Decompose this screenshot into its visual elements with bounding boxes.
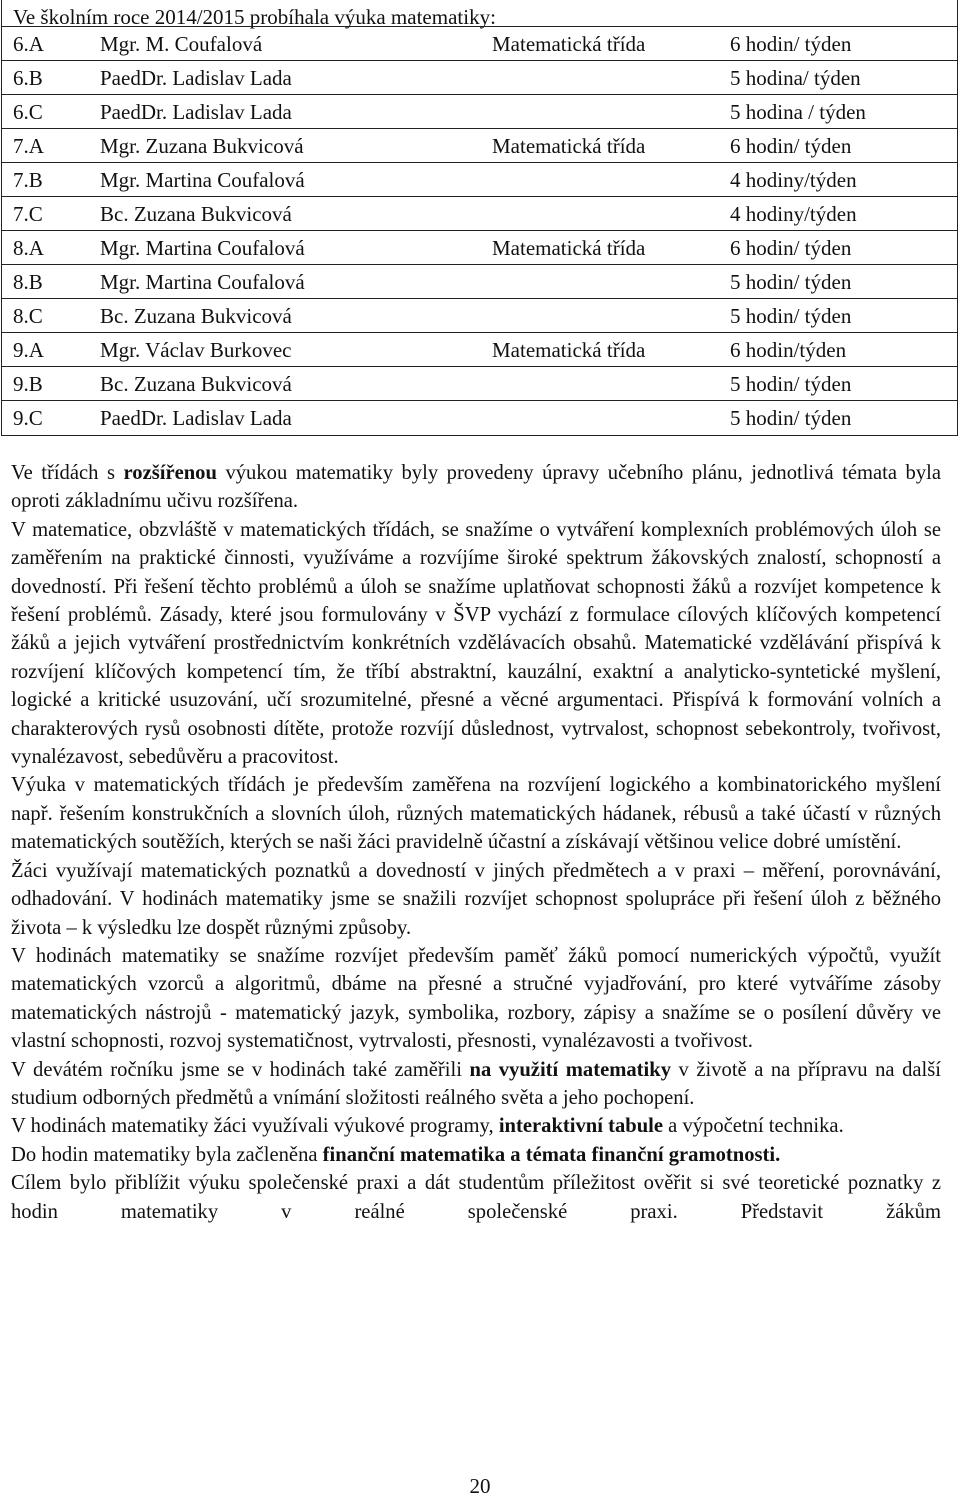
hours-cell: 5 hodin/ týden <box>730 304 852 328</box>
paragraph-text: Výuka v matematických třídách je především zaměřena na rozvíjení logického a kombinatorického myšlení např. řešením konstrukčních a slovních úloh, různých matematických hádanek, rébusů a také účastí v různých matematických soutěžích, kterých se naši žáci pravidelně účastní a získávají většinou velice dobré umístění. <box>11 774 941 854</box>
teacher-cell: PaedDr. Ladislav Lada <box>100 66 292 90</box>
paragraph-text: v životě a na přípravu na další studium odborných předmětů a vnímání složitosti reálného světa a jeho pochopení. <box>11 1058 941 1109</box>
bold-text: na využití matematiky <box>469 1058 672 1081</box>
class-cell: 7.C <box>13 202 43 226</box>
paragraph <box>11 459 941 516</box>
teacher-cell: Bc. Zuzana Bukvicová <box>100 372 292 396</box>
class-cell: 6.B <box>13 66 43 90</box>
teacher-cell: Bc. Zuzana Bukvicová <box>100 202 292 226</box>
hours-cell: 6 hodin/ týden <box>730 236 852 260</box>
table-row <box>2 332 957 366</box>
table-body <box>2 26 957 434</box>
class-cell: 8.A <box>13 236 44 260</box>
hours-cell: 6 hodin/ týden <box>730 134 852 158</box>
class-cell: 7.A <box>13 134 44 158</box>
teacher-cell: Mgr. Zuzana Bukvicová <box>100 134 304 158</box>
paragraph-text: V devátém ročníku jsme se v hodinách také zaměřili <box>11 1058 470 1081</box>
paragraph <box>11 1056 941 1113</box>
class-cell: 6.A <box>13 32 44 56</box>
class-cell: 8.B <box>13 270 43 294</box>
teacher-cell: PaedDr. Ladislav Lada <box>100 100 292 124</box>
class-type-cell: Matematická třída <box>492 236 646 260</box>
table-row <box>2 26 957 60</box>
class-cell: 9.A <box>13 338 44 362</box>
table-row <box>2 162 957 196</box>
paragraph <box>11 516 941 772</box>
paragraph-text: V hodinách matematiky se snažíme rozvíjet především paměť žáků pomocí numerických výpočtů, využít matematických vzorců a algoritmů, dbáme na přesné a stručné vyjadřování, pro které vytváříme zásoby matematických nástrojů - matematický jazyk, symbolika, rozbory, zápisy a snažíme se o posílení důvěry ve vlastní schopnosti, rozvoj systematičnost, vytrvalosti, přesnosti, vynalézavosti a tvořivost. <box>11 944 941 1053</box>
table-row <box>2 60 957 94</box>
teacher-cell: Mgr. Martina Coufalová <box>100 236 305 260</box>
hours-cell: 5 hodin/ týden <box>730 372 852 396</box>
page-number: 20 <box>469 1474 491 1498</box>
hours-cell: 5 hodin/ týden <box>730 406 852 430</box>
class-schedule-table <box>1 0 958 436</box>
paragraph-text: V matematice, obzvláště v matematických třídách, se snažíme o vytváření komplexních problémových úloh se zaměřením na praktické činnosti, využíváme a rozvíjíme široké spektrum žákovských znalostí, schopností a dovedností. Při řešení těchto problémů a úloh se snažíme uplatňovat schopnosti žáků a rozvíjet kompetence k řešení problémů. Zásady, které jsou formulovány v ŠVP vychází z formulace cílových klíčových kompetencí žáků a jejich vytváření prostřednictvím konkrétních vzdělávacích obsahů. Matematické vzdělávání přispívá k rozvíjení klíčových kompetencí tím, že tříbí abstraktní, kauzální, exaktní a analyticko-syntetické myšlení, logické a kritické usuzování, učí srozumitelné, přesné a věcné argumentaci. Přispívá k formování volních a charakterových rysů osobnosti dítěte, protože rozvíjí důslednost, vytrvalost, schopnost sebekontroly, tvořivost, vynalézavost, sebedůvěru a pracovitost. <box>11 518 941 769</box>
table-row <box>2 298 957 332</box>
paragraph <box>11 1141 941 1169</box>
class-cell: 7.B <box>13 168 43 192</box>
paragraph <box>11 1169 941 1254</box>
table-row <box>2 128 957 162</box>
body-text <box>11 459 941 1254</box>
class-cell: 6.C <box>13 100 43 124</box>
bold-text: finanční matematika a témata finanční gramotnosti. <box>322 1143 781 1166</box>
table-row <box>2 366 957 400</box>
class-type-cell: Matematická třída <box>492 338 646 362</box>
teacher-cell: Mgr. Martina Coufalová <box>100 270 305 294</box>
table-row <box>2 94 957 128</box>
teacher-cell: Bc. Zuzana Bukvicová <box>100 304 292 328</box>
table-row <box>2 264 957 298</box>
hours-cell: 4 hodiny/týden <box>730 202 857 226</box>
paragraph-text: výukou matematiky byly provedeny úpravy učebního plánu, jednotlivá témata byla oproti základnímu učivu rozšířena. <box>11 462 941 513</box>
hours-cell: 4 hodiny/týden <box>730 168 857 192</box>
teacher-cell: Mgr. Václav Burkovec <box>100 338 292 362</box>
bold-text: interaktivní tabule <box>498 1115 664 1138</box>
paragraph-text: Do hodin matematiky byla začleněna <box>11 1143 323 1166</box>
hours-cell: 6 hodin/ týden <box>730 32 852 56</box>
paragraph-text: Cílem bylo přiblížit výuku společenské praxi a dát studentům příležitost ověřit si své teoretické poznatky z hodin matematiky v reálné společenské praxi. Představit žákům <box>11 1172 941 1223</box>
hours-cell: 5 hodina / týden <box>730 100 866 124</box>
teacher-cell: Mgr. Martina Coufalová <box>100 168 305 192</box>
paragraph <box>11 771 941 856</box>
class-type-cell: Matematická třída <box>492 134 646 158</box>
table-title: Ve školním roce 2014/2015 probíhala výuka matematiky: <box>13 5 496 29</box>
class-type-cell: Matematická třída <box>492 32 646 56</box>
hours-cell: 5 hodin/ týden <box>730 270 852 294</box>
hours-cell: 6 hodin/týden <box>730 338 847 362</box>
table-row <box>2 400 957 434</box>
class-cell: 8.C <box>13 304 43 328</box>
teacher-cell: Mgr. M. Coufalová <box>100 32 263 56</box>
hours-cell: 5 hodina/ týden <box>730 66 861 90</box>
bold-text: rozšířenou <box>123 462 217 484</box>
paragraph <box>11 857 941 942</box>
paragraph <box>11 942 941 1056</box>
class-cell: 9.B <box>13 372 43 396</box>
class-cell: 9.C <box>13 406 43 430</box>
paragraph-text: V hodinách matematiky žáci využívali výukové programy, <box>11 1115 499 1138</box>
table-row <box>2 230 957 264</box>
paragraph-text: a výpočetní technika. <box>663 1115 844 1138</box>
paragraph-text: Ve třídách s <box>11 462 124 484</box>
table-row <box>2 196 957 230</box>
paragraph-text: Žáci využívají matematických poznatků a dovedností v jiných předmětech a v praxi – měření, porovnávání, odhadování. V hodinách matematiky jsme se snažili rozvíjet schopnost spolupráce při řešení úloh z běžného života – k výsledku lze dospět různými způsoby. <box>11 859 941 939</box>
paragraph <box>11 1112 941 1140</box>
teacher-cell: PaedDr. Ladislav Lada <box>100 406 292 430</box>
